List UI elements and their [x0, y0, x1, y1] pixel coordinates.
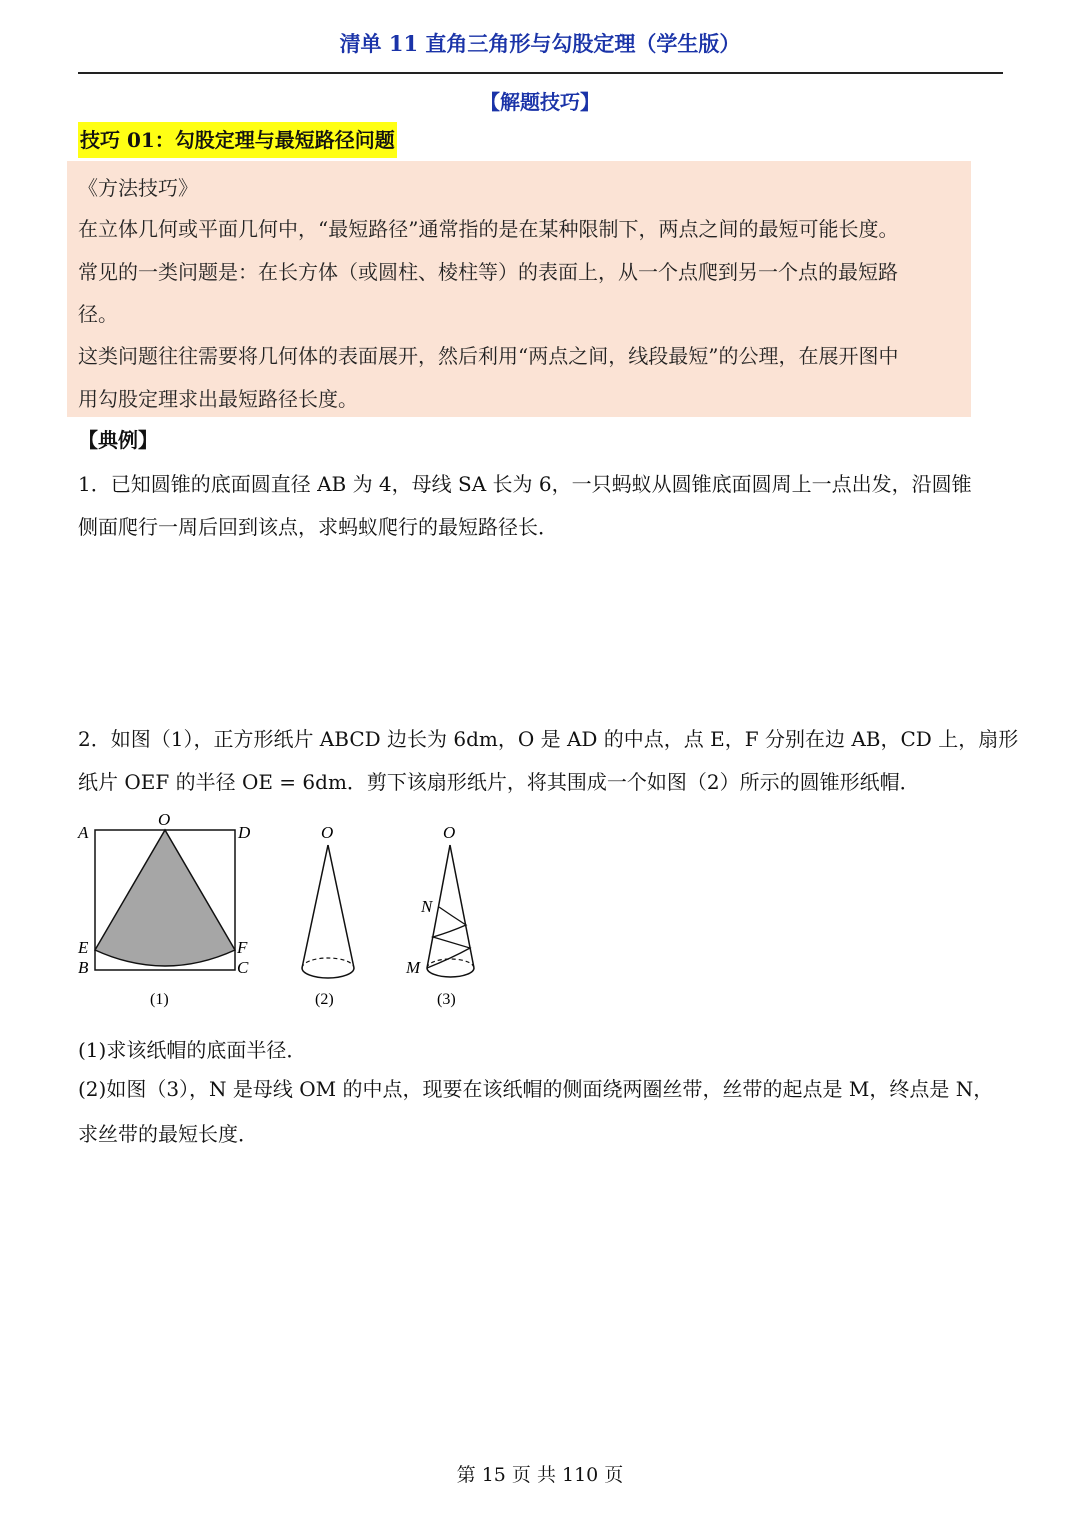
- sector-oef: [95, 830, 235, 966]
- label-n: N: [421, 897, 433, 916]
- question-2-sub-2-line: (2)如图（3），N 是母线 OM 的中点，现要在该纸帽的侧面绕两圈丝带，丝带的起点是 M，终点是 N，: [78, 1077, 994, 1101]
- method-box: [67, 161, 971, 417]
- question-2-sub-1: (1)求该纸帽的底面半径．: [78, 1038, 307, 1062]
- caption-2: (2): [315, 991, 334, 1008]
- label-f: F: [237, 938, 248, 957]
- label-o2: O: [321, 823, 334, 842]
- method-line: 径。: [78, 302, 118, 326]
- caption-3: (3): [437, 991, 456, 1008]
- label-c: C: [237, 958, 249, 977]
- section-title: 【解题技巧】: [480, 90, 600, 114]
- example-heading: 【典例】: [78, 428, 158, 452]
- method-line: 这类问题往往需要将几何体的表面展开，然后利用“两点之间，线段最短”的公理，在展开图中: [78, 344, 899, 368]
- method-line: 《方法技巧》: [78, 176, 198, 200]
- label-o1: O: [158, 810, 171, 829]
- label-b: B: [78, 958, 89, 977]
- label-o3: O: [443, 823, 456, 842]
- label-e: E: [78, 938, 89, 957]
- caption-1: (1): [150, 991, 169, 1008]
- method-line: 在立体几何或平面几何中，“最短路径”通常指的是在某种限制下，两点之间的最短可能长度。: [78, 217, 899, 241]
- question-2-sub-2-line: 求丝带的最短长度．: [78, 1122, 258, 1146]
- question-1-line: 1．已知圆锥的底面圆直径 AB 为 4，母线 SA 长为 6，一只蚂蚁从圆锥底面圆周上一点出发，沿圆锥: [78, 472, 972, 496]
- method-line: 常见的一类问题是：在长方体（或圆柱、棱柱等）的表面上，从一个点爬到另一个点的最短路: [78, 260, 898, 284]
- question-1-line: 侧面爬行一周后回到该点，求蚂蚁爬行的最短路径长．: [78, 515, 558, 539]
- cone-3-base-front: [427, 968, 474, 977]
- cone-3-base-back: [427, 959, 474, 968]
- label-m: M: [406, 958, 421, 977]
- cone-2-base-front: [302, 968, 354, 978]
- page-footer: 第 15 页 共 110 页: [456, 1464, 624, 1486]
- label-d: D: [238, 823, 251, 842]
- page-header-title: 清单 11 直角三角形与勾股定理（学生版）: [339, 31, 741, 56]
- question-2-line: 2．如图（1），正方形纸片 ABCD 边长为 6dm，O 是 AD 的中点，点 E，F 分别在边 AB，CD 上，扇形: [78, 727, 1019, 751]
- method-line: 用勾股定理求出最短路径长度。: [78, 387, 358, 411]
- header-divider: [78, 72, 1003, 74]
- tip-title: 技巧 01：勾股定理与最短路径问题: [78, 122, 397, 158]
- question-2-line: 纸片 OEF 的半径 OE = 6dm．剪下该扇形纸片，将其围成一个如图（2）所示的圆锥形纸帽．: [78, 770, 920, 794]
- geometry-figure: [70, 810, 490, 1015]
- cone-2-base-back: [302, 958, 354, 968]
- label-a: A: [78, 823, 89, 842]
